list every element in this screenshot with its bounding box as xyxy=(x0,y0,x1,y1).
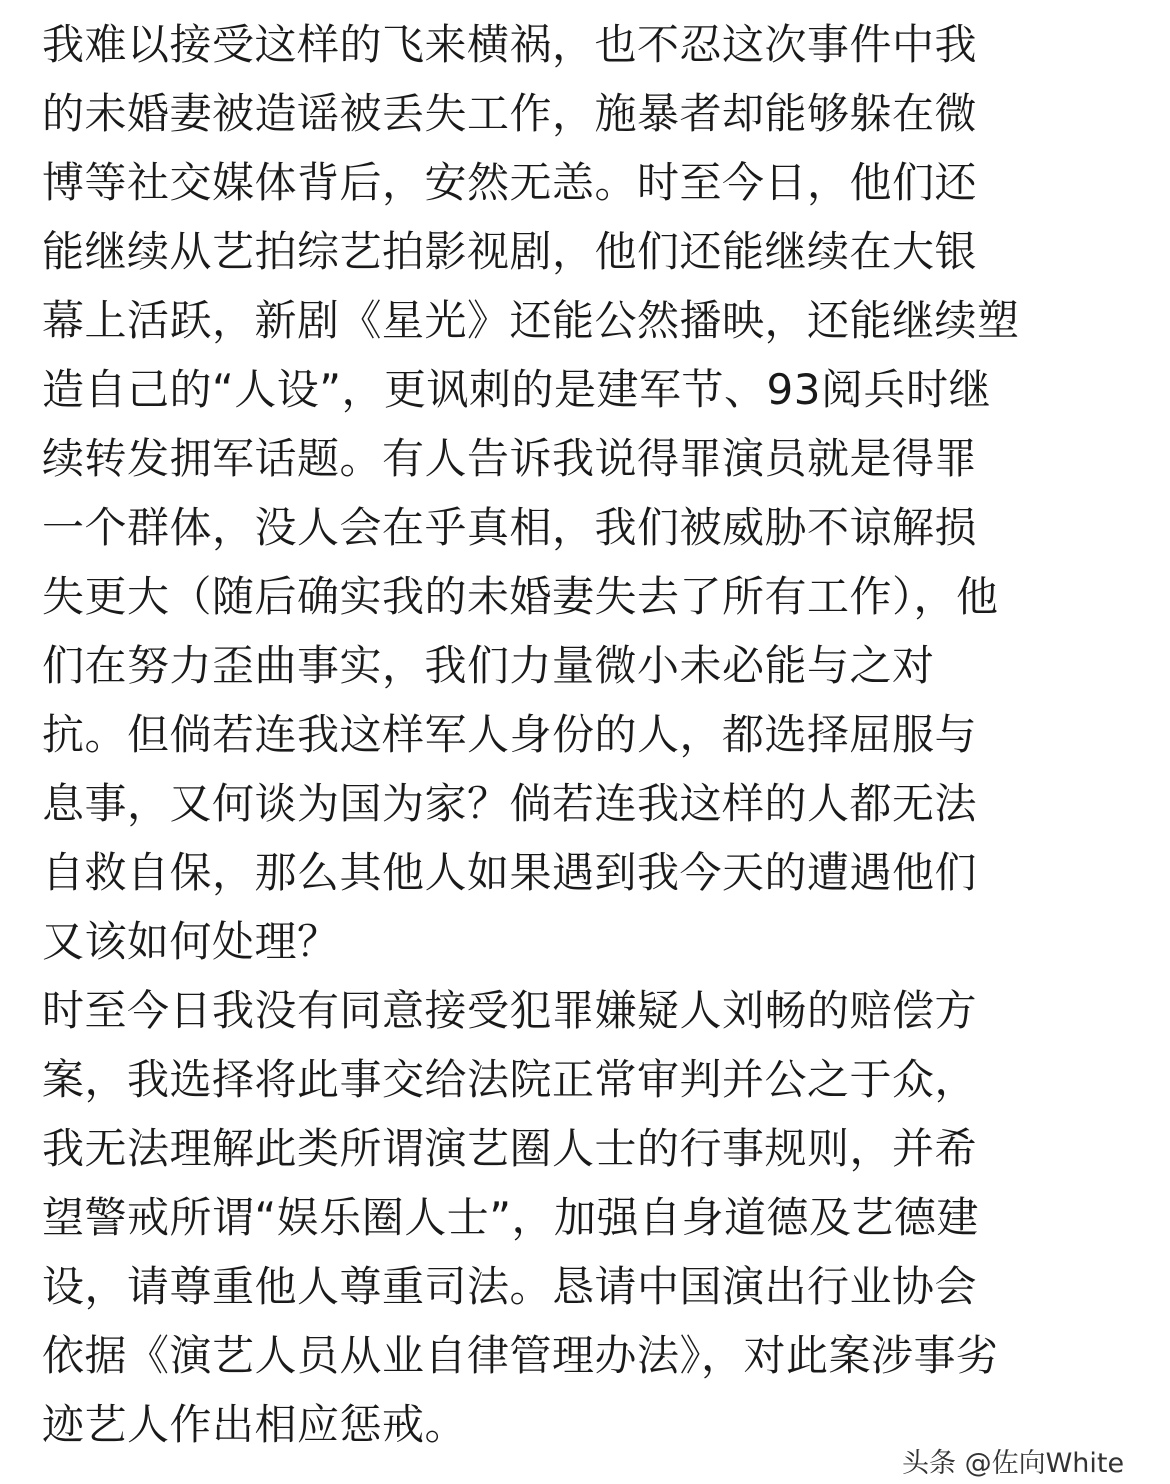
watermark: 头条 @佐向White xyxy=(902,1448,1125,1479)
text-line: 息事，又何谈为国为家？倘若连我这样的人都无法 xyxy=(42,779,978,828)
text-line: 我无法理解此类所谓演艺圈人士的行事规则，并希 xyxy=(42,1124,978,1173)
text-line: 博等社交媒体背后，安然无恙。时至今日，他们还 xyxy=(42,158,978,207)
text-line: 我难以接受这样的飞来横祸，也不忍这次事件中我 xyxy=(42,20,978,69)
document-body xyxy=(42,10,1152,1459)
text-line: 能继续从艺拍综艺拍影视剧，他们还能继续在大银 xyxy=(42,227,978,276)
text-line: 案，我选择将此事交给法院正常审判并公之于众， xyxy=(42,1055,978,1104)
text-line: 望警戒所谓“娱乐圈人士”，加强自身道德及艺德建 xyxy=(42,1193,980,1242)
text-line: 设，请尊重他人尊重司法。恳请中国演出行业协会 xyxy=(42,1262,978,1311)
text-line: 抗。但倘若连我这样军人身份的人，都选择屈服与 xyxy=(42,710,978,759)
text-line: 迹艺人作出相应惩戒。 xyxy=(42,1400,468,1449)
text-line: 依据《演艺人员从业自律管理办法》，对此案涉事劣 xyxy=(42,1331,999,1380)
text-line: 们在努力歪曲事实，我们力量微小未必能与之对 xyxy=(42,641,935,690)
text-line: 幕上活跃，新剧《星光》还能公然播映，还能继续塑 xyxy=(42,296,1020,345)
text-line: 失更大（随后确实我的未婚妻失去了所有工作），他 xyxy=(42,572,999,621)
text-line: 一个群体，没人会在乎真相，我们被威胁不谅解损 xyxy=(42,503,978,552)
text-line: 自救自保，那么其他人如果遇到我今天的遭遇他们 xyxy=(42,848,978,897)
text-line: 造自己的“人设”，更讽刺的是建军节、93阅兵时继 xyxy=(42,365,991,414)
text-line: 的未婚妻被造谣被丢失工作，施暴者却能够躲在微 xyxy=(42,89,978,138)
text-line: 又该如何处理？ xyxy=(42,917,340,966)
text-line: 续转发拥军话题。有人告诉我说得罪演员就是得罪 xyxy=(42,434,978,483)
text-line: 时至今日我没有同意接受犯罪嫌疑人刘畅的赔偿方 xyxy=(42,986,978,1035)
